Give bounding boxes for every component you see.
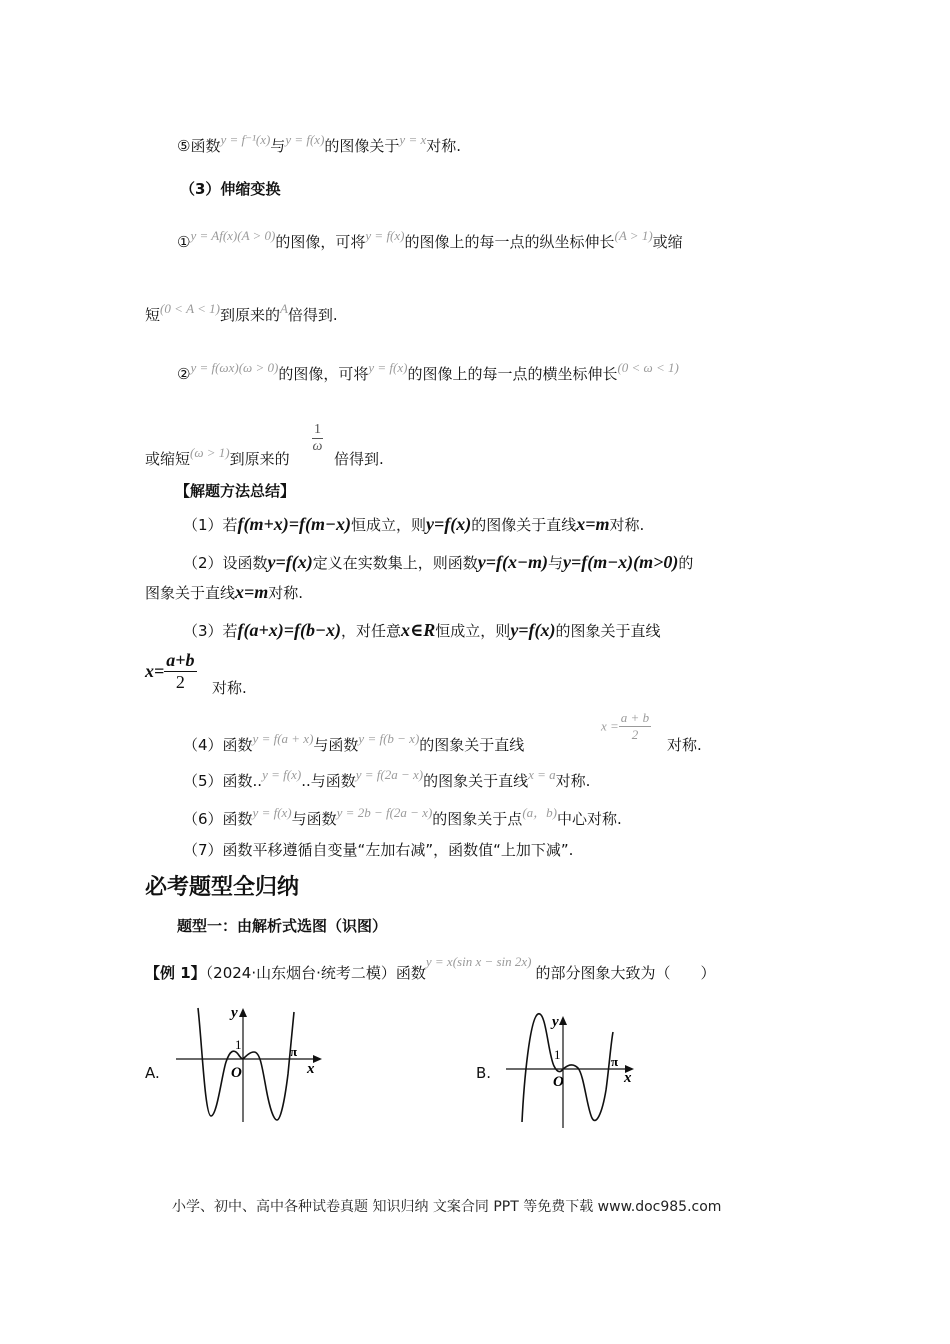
- method-5: （5）函数..y = f(x)..与函数y = f(2a − x)的图象关于直线x = a对称.: [183, 767, 591, 790]
- label-y: y: [552, 1014, 559, 1030]
- stretch-rule-1-cont: 短(0 < A < 1)到原来的A倍得到.: [145, 301, 338, 324]
- option-b-label[interactable]: B.: [476, 1064, 492, 1082]
- label-pi: π: [611, 1054, 619, 1069]
- option-b-graph[interactable]: [500, 1010, 650, 1130]
- method-4-frac: x = $\frac{a + b}{2}$: [601, 710, 650, 742]
- page-footer: 小学、初中、高中各种试卷真题 知识归纳 文案合同 PPT 等免费下载 www.doc985.com: [172, 1199, 722, 1215]
- curve-a: [198, 1008, 294, 1120]
- label-one: 1: [554, 1047, 561, 1062]
- method-3-tail: 对称.: [212, 679, 247, 697]
- option-a-graph[interactable]: [170, 1004, 330, 1124]
- section-title: 必考题型全归纳: [145, 875, 300, 900]
- method-3-cont: x= $\frac{a+b}{2}$: [145, 650, 195, 692]
- label-pi: π: [290, 1044, 298, 1059]
- fraction-a-plus-b-over-2: $\frac{a+b}{2}$: [166, 650, 195, 692]
- method-7: （7）函数平移遵循自变量“左加右减”，函数值“上加下减”.: [183, 841, 574, 859]
- stretch-rule-1: ①y = Af(x)(A > 0)的图像，可将y = f(x)的图像上的每一点的纵坐标伸长(A > 1)或缩: [177, 228, 683, 251]
- label-origin: O: [553, 1074, 564, 1090]
- label-x: x: [307, 1061, 315, 1077]
- stretch-heading: （3）伸缩变换: [180, 180, 281, 198]
- method-6: （6）函数y = f(x)与函数y = 2b − f(2a − x)的图象关于点(a，b)中心对称.: [183, 805, 622, 828]
- example-1-stem: 【例 1】（2024·山东烟台·统考二模）函数y = x(sin x − sin 2x)的部分图象大致为（ ）: [145, 954, 716, 982]
- label-y: y: [231, 1005, 238, 1021]
- fraction-1-over-omega: $\frac{1}{\omega}$: [312, 422, 323, 454]
- curve-b: [522, 1014, 613, 1122]
- label-x: x: [624, 1070, 632, 1086]
- method-3: （3）若f(a+x)=f(b−x)，对任意x∈R恒成立，则y=f(x)的图象关于直线: [183, 620, 661, 640]
- method-heading: 【解题方法总结】: [175, 482, 296, 500]
- question-type-heading: 题型一：由解析式选图（识图）: [177, 917, 388, 935]
- method-2-cont: 图象关于直线x=m对称.: [145, 582, 304, 602]
- stretch-rule-2: ②y = f(ωx)(ω > 0)的图像，可将y = f(x)的图像上的每一点的横坐标伸长(0 < ω < 1): [177, 360, 679, 383]
- method-4: （4）函数y = f(a + x)与函数y = f(b − x)的图象关于直线: [183, 731, 525, 754]
- method-4-tail: 对称.: [667, 736, 702, 754]
- inverse-symmetry-line: ⑤函数y = f⁻¹(x)与y = f(x)的图像关于y = x对称.: [177, 132, 462, 155]
- method-2: （2）设函数y=f(x)定义在实数集上，则函数y=f(x−m)与y=f(m−x)(m>0)的: [183, 552, 694, 572]
- label-one: 1: [235, 1037, 242, 1052]
- label-origin: O: [231, 1065, 242, 1081]
- y-axis-arrow: [559, 1016, 567, 1025]
- method-1: （1）若f(m+x)=f(m−x)恒成立，则y=f(x)的图像关于直线x=m对称.: [183, 514, 645, 534]
- y-axis-arrow: [239, 1008, 247, 1017]
- stretch-rule-2-cont: 或缩短(ω > 1)到原来的: [145, 445, 290, 468]
- option-a-label[interactable]: A.: [145, 1064, 160, 1082]
- stretch-rule-2-tail: 倍得到.: [334, 450, 384, 468]
